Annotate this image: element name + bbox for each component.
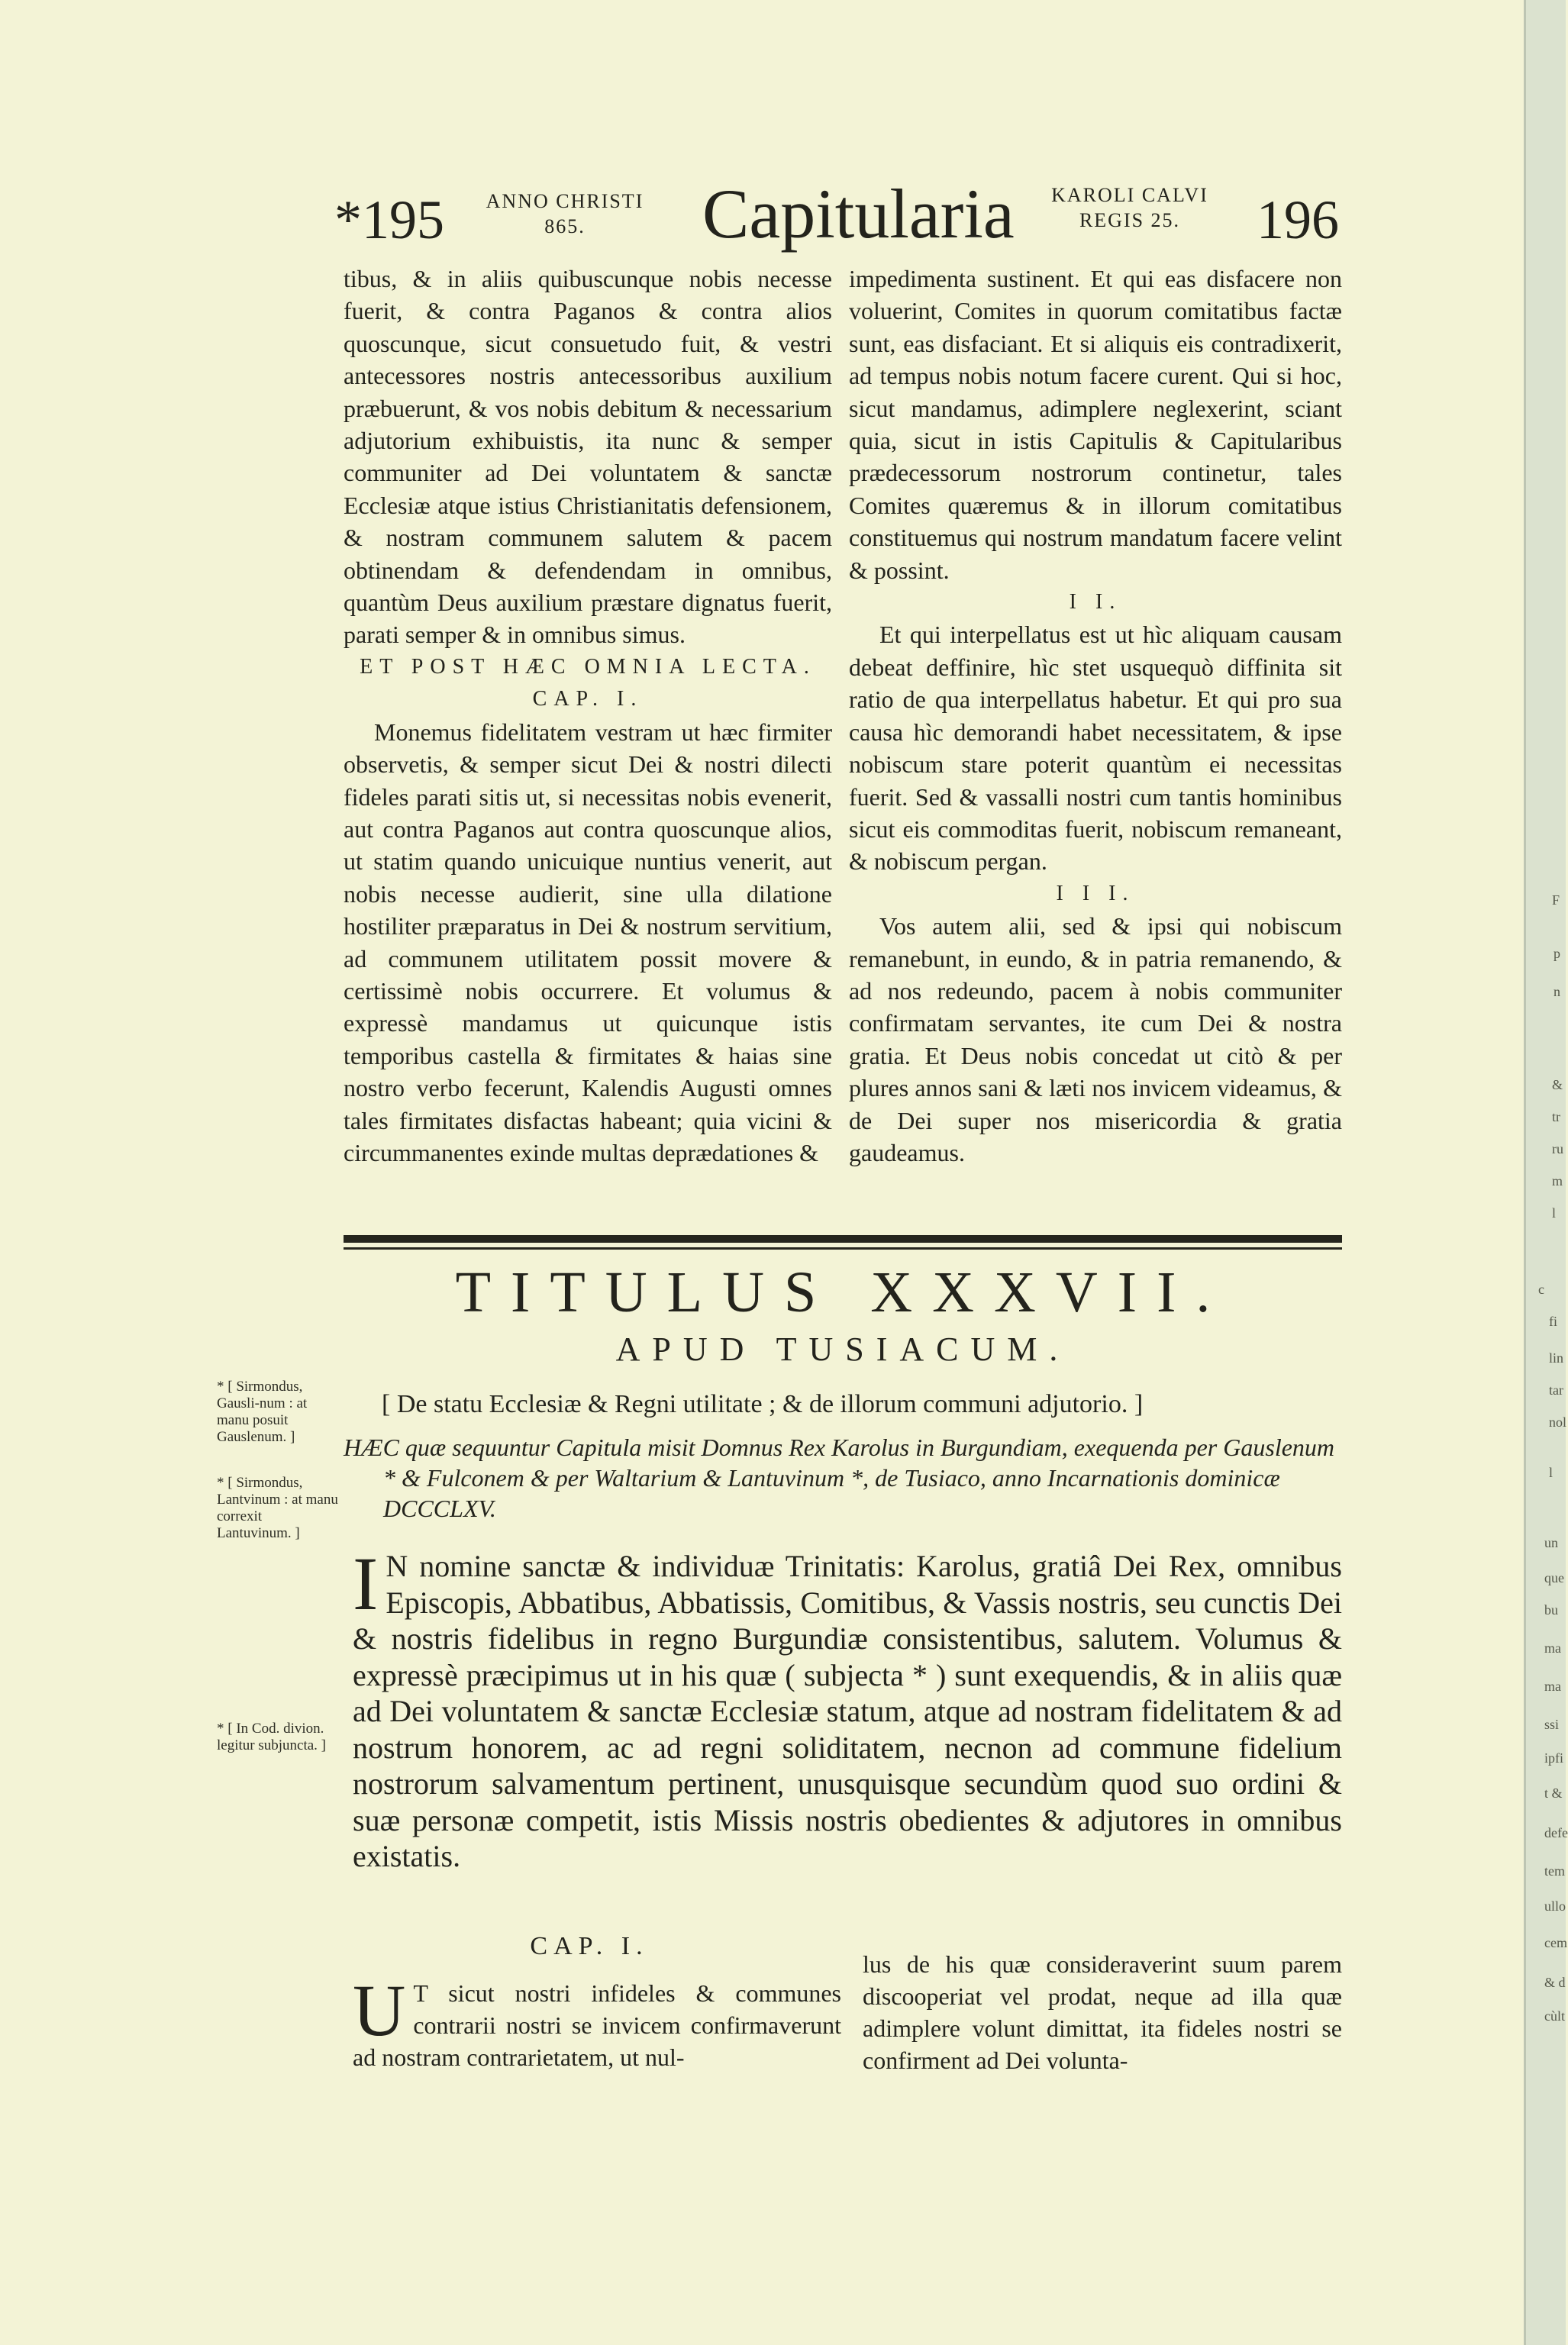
edge-fragment: t & <box>1544 1785 1563 1801</box>
edge-fragment: m <box>1552 1173 1563 1189</box>
chapter-heading: CAP. I. <box>530 1932 649 1960</box>
edge-fragment: ullo <box>1544 1898 1566 1914</box>
upper-left-column <box>344 263 832 1169</box>
section-divider-thin <box>344 1247 1342 1250</box>
bracket-summary: [ De statu Ecclesiæ & Regni utilitate ; & de illorum communi adjutorio. ] <box>382 1390 1144 1418</box>
bottom-left-column <box>353 1969 841 2073</box>
anno-year: 865. <box>544 215 586 237</box>
apud-heading: APUD TUSIACUM. <box>615 1331 1070 1368</box>
anno-label: ANNO CHRISTI <box>486 190 644 212</box>
edge-fragment: que <box>1544 1570 1564 1585</box>
edge-fragment: & <box>1552 1077 1563 1092</box>
edge-fragment: l <box>1549 1465 1553 1480</box>
drop-cap: I <box>353 1541 379 1626</box>
text-paragraph: T sicut nostri infideles & communes contrarii nostri se invicem confirmaverunt ad nostram contrarietatem, ut nul- <box>353 1979 841 2071</box>
edge-fragment: & d <box>1544 1975 1566 1990</box>
edge-fragment: ru <box>1552 1141 1563 1156</box>
text-paragraph: Monemus fidelitatem vestram ut hæc firmiter observetis, & semper sicut Dei & nostri dilecti fideles parati sitis ut, si necessitas nobis evenerit, aut contra Paganos aut contra quoscunque alios, ut statim quando unicuique nuntius venerit, aut nobis necesse audierit, sine ulla dilatione hostiliter præparatus in Dei & nostrum servitium, ad communem utilitatem possit movere & certissimè nobis occurrere. Et volumus & expressè mandamus ut quicunque istis temporibus castella & firmitates & haias sine nostro verbo fecerunt, Kalendis Augusti omnes tales firmitates disfactas habeant; quia vicini & circummanentes exinde multas deprædationes & <box>344 718 832 1166</box>
edge-fragment: tar <box>1549 1382 1563 1398</box>
edge-fragment: ssi <box>1544 1717 1560 1732</box>
edge-fragment: l <box>1552 1205 1557 1221</box>
edge-fragment: nol <box>1549 1414 1567 1430</box>
edge-fragment: bu <box>1544 1602 1558 1618</box>
chapter-heading: CAP. I. <box>532 687 644 711</box>
page-number-right: 196 <box>1257 189 1339 250</box>
drop-cap: U <box>353 1969 406 2051</box>
edge-fragment: lin <box>1549 1350 1564 1366</box>
main-paragraph <box>353 1541 1342 1875</box>
edge-fragment: tr <box>1552 1109 1560 1124</box>
section-heading: ET POST HÆC OMNIA LECTA. <box>360 654 816 679</box>
edge-fragment: c <box>1538 1282 1544 1297</box>
edge-fragment: tem <box>1544 1863 1565 1879</box>
edge-fragment: ipfi <box>1544 1750 1563 1766</box>
titulus-heading: TITULUS XXXVII. <box>455 1260 1231 1324</box>
edge-fragment: ma <box>1544 1679 1561 1694</box>
edge-fragment: F <box>1552 892 1560 908</box>
edge-fragment: ma <box>1544 1640 1561 1656</box>
edge-fragment: fi <box>1549 1314 1557 1329</box>
text-paragraph: impedimenta sustinent. Et qui eas disfacere non voluerint, Comites in quorum comitatibus factæ sunt, eas disfaciant. Et si aliquis eis contradixerit, ad tempus nobis notum facere curent. Qui si hoc, sicut mandamus, adimplere neglexerint, sciant quia, sicut in istis Capitulis & Capitularibus prædecessorum nostrorum continetur, tales Comites quæremus & in illorum comitatibus constituemus qui nostrum mandatum facere velint & possint. <box>849 265 1342 584</box>
intro-italic: HÆC quæ sequuntur Capitula misit Domnus Rex Karolus in Burgundiam, exequenda per Gauslenum * & Fulconem & per Waltarium & Lantuvinum *, de Tusiaco, anno Incarnationis dominicæ DCCCLXV. <box>344 1434 1335 1522</box>
page-title: Capitularia <box>702 175 1015 253</box>
edge-fragment: n <box>1553 984 1560 999</box>
anno-christi <box>481 189 649 239</box>
regis-year: REGIS 25. <box>1079 208 1181 231</box>
upper-right-column <box>849 263 1342 1169</box>
margin-note: * [ Sirmondus, Gausli-num : at manu posuit Gauslenum. ] <box>217 1379 308 1445</box>
edge-fragment: un <box>1544 1535 1558 1550</box>
edge-fragment: cùlt <box>1544 2008 1565 2024</box>
bottom-right-column: lus de his quæ consideraverint suum parem discooperiat vel prodat, neque ad illa quæ adimplere volunt dimittat, ita fideles nostri se confirment ad Dei volunta- <box>863 1950 1342 2074</box>
karoli-label: KAROLI CALVI <box>1051 184 1208 206</box>
karoli-calvi <box>1038 183 1221 233</box>
text-paragraph: tibus, & in aliis quibuscunque nobis necesse fuerit, & contra Paganos & contra alios quoscunque, sicut consuetudo fuit, & vestri antecessores nostris antecessoribus auxilium præbuerunt, & vos nobis debitum & necessarium adjutorium exhibuistis, ita nunc & semper communiter ad Dei voluntatem & sanctæ Ecclesiæ atque istius Christianitatis defensionem, & nostram communem salutem & pacem obtinendam & defendendam in omnibus, quantùm Deus auxilium præstare dignatus fuerit, parati semper & in omnibus simus. <box>344 265 832 649</box>
edge-fragment: defe <box>1544 1825 1568 1840</box>
edge-fragment: p <box>1553 946 1560 961</box>
edge-fragment: cem <box>1544 1935 1567 1950</box>
section-divider-thick <box>344 1235 1342 1243</box>
chapter-heading: I I. <box>1069 590 1122 614</box>
page-number-left: *195 <box>334 189 444 250</box>
text-paragraph: Et qui interpellatus est ut hìc aliquam causam debeat deffinire, hìc stet usquequò diffinita sit ratio de qua interpellatus habetur. Et qui pro sua causa hìc demorandi habet necessitatem, & ipse nobiscum stare poterit quantùm ei necessitas fuerit. Sed & vassalli nostri cum tantis hominibus sicut eis commoditas fuerit, nobiscum remaneant, & nobiscum pergan. <box>849 621 1342 876</box>
margin-note: * [ Sirmondus, Lantvinum : at manu correxit Lantuvinum. ] <box>217 1475 338 1541</box>
main-text: N nomine sanctæ & individuæ Trinitatis: Karolus, gratiâ Dei Rex, omnibus Episcopis, Abbatibus, Abbatissis, Comitibus, & Vassis nostris, seu cunctis Dei & nostris fidelibus in regno Burgundiæ consistentibus, salutem. Volumus & expressè præcipimus ut in his quæ ( subjecta * ) sunt exequendis, & in aliis quæ ad Dei voluntatem & sanctæ Ecclesiæ statum, atque ad nostram fidelitatem & ad nostrum honorem, ac ad regni soliditatem, necnon ad commune fidelium nostrorum salvamentum pertinent, unusquisque secundùm quod suo ordini & suæ personæ competit, istis Missis nostris obedientes & adjutores in omnibus existatis. <box>353 1549 1342 1873</box>
margin-note: * [ In Cod. divion. legitur subjuncta. ] <box>217 1721 326 1753</box>
chapter-heading: I I I. <box>1056 881 1135 905</box>
adjacent-page-edge <box>1524 0 1566 2345</box>
text-paragraph: Vos autem alii, sed & ipsi qui nobiscum remanebunt, in eundo, & in patria remanendo, & ad nos redeundo, pacem à nobis communiter confirmatam servantes, ite cum Dei & nostra gratia. Et Deus nobis concedat ut citò & per plures annos sani & læti nos invicem videamus, & de Dei super nos misericordia & gratia gaudeamus. <box>849 912 1342 1166</box>
